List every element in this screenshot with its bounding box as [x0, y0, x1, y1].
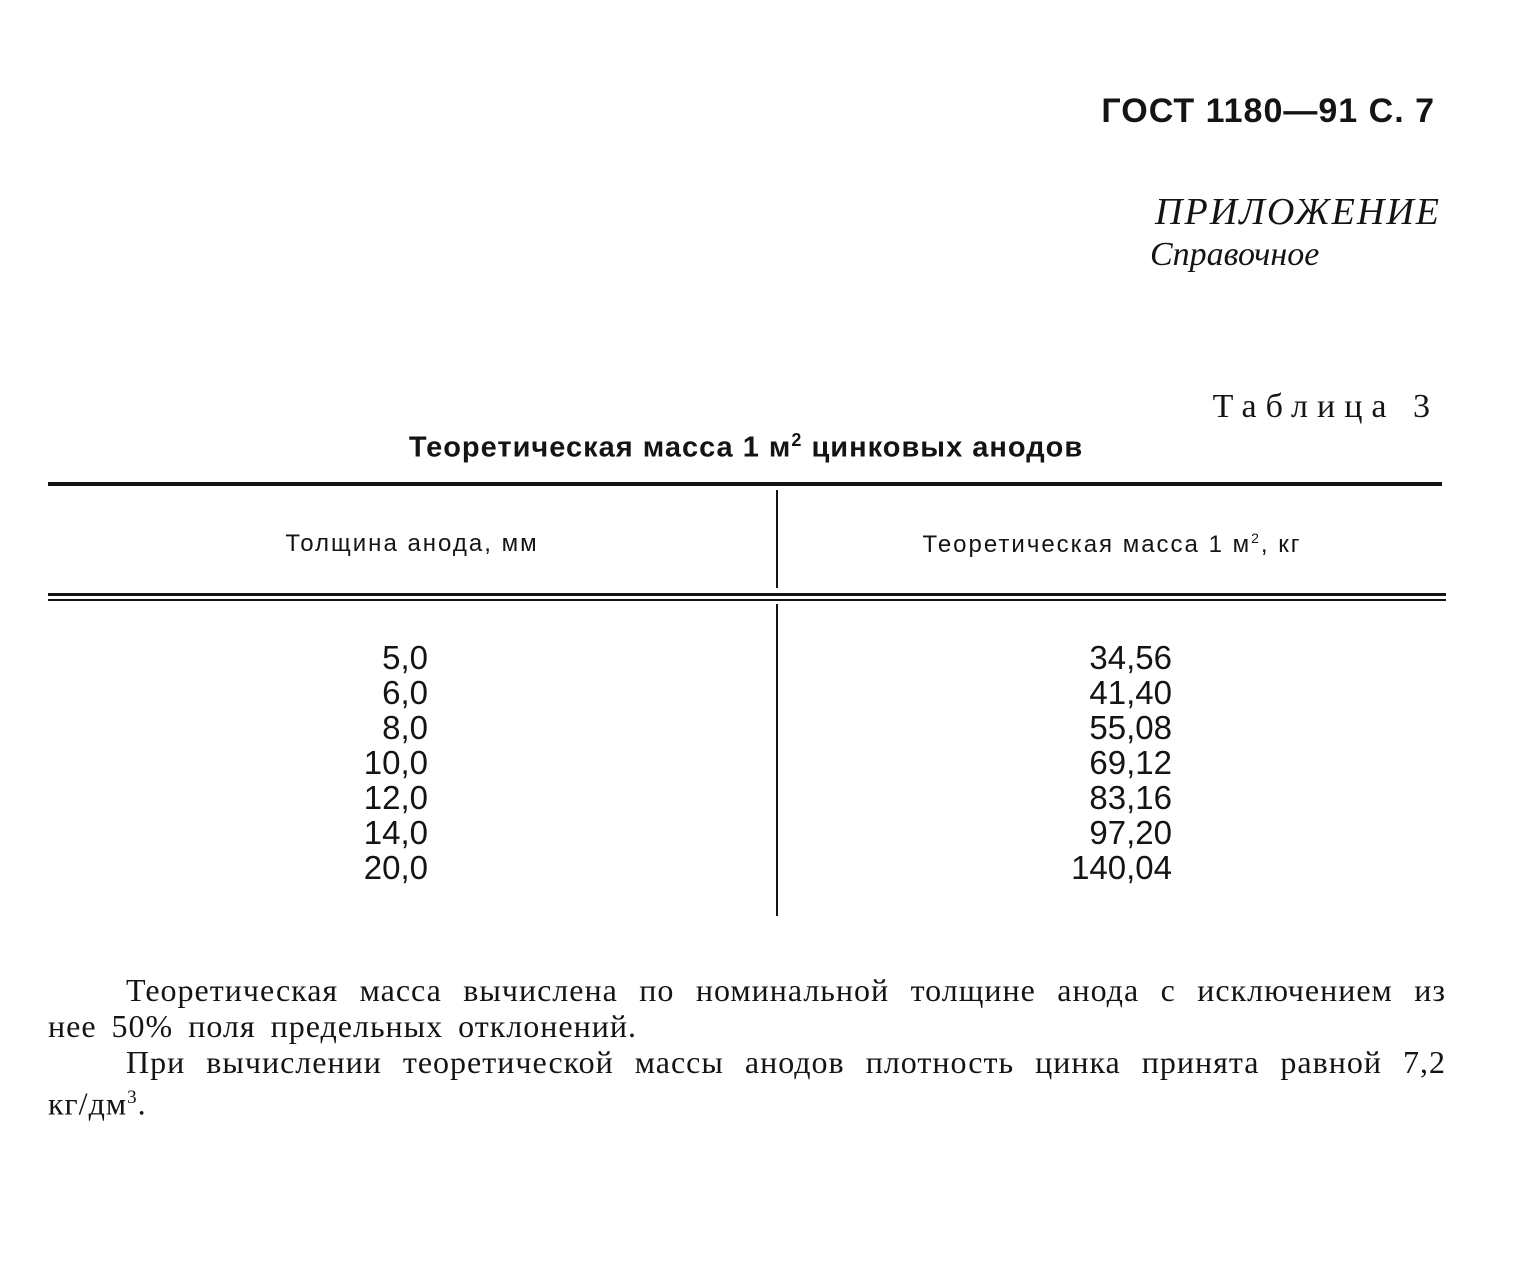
mass-column-values [1000, 640, 1172, 885]
table-title [0, 430, 1492, 465]
column-header-mass-superscript: 2 [1251, 530, 1261, 546]
table-cell-thickness: 14,0 [363, 814, 428, 851]
table-cell-thickness: 8,0 [382, 709, 428, 746]
table-cell-thickness: 6,0 [382, 674, 428, 711]
header-double-rule-lower [48, 599, 1446, 601]
table-cell-thickness: 10,0 [363, 744, 428, 781]
table-title-prefix: Теоретическая масса 1 м [408, 431, 792, 464]
table-cell-mass: 55,08 [1089, 709, 1172, 746]
table-cell-mass: 97,20 [1089, 814, 1172, 851]
table-cell-mass: 34,56 [1089, 639, 1172, 676]
table-cell-thickness: 12,0 [363, 779, 428, 816]
header-double-rule-upper [48, 593, 1446, 596]
table-cell-mass: 69,12 [1089, 744, 1172, 781]
table-label: Таблица 3 [1212, 388, 1439, 425]
note-zinc-density-end: . [137, 1085, 147, 1122]
column-header-mass-prefix: Теоретическая масса 1 м [922, 531, 1252, 558]
table-cell-mass: 41,40 [1089, 674, 1172, 711]
table-cell-thickness: 5,0 [382, 639, 428, 676]
column-divider-body [776, 604, 778, 916]
table-title-suffix: цинковых анодов [802, 431, 1084, 464]
note-zinc-density-superscript: 3 [127, 1087, 138, 1108]
note-calculation-basis: Теоретическая масса вычислена по номинальной толщине анода с исключением из нее 50% поля предельных отклонений. [48, 972, 1446, 1044]
appendix-title: ПРИЛОЖЕНИЕ [1155, 191, 1441, 233]
column-header-mass-suffix: , кг [1260, 531, 1302, 558]
table-cell-thickness: 20,0 [363, 849, 428, 886]
thickness-column-values [300, 640, 428, 885]
table-cell-mass: 83,16 [1089, 779, 1172, 816]
column-header-mass [778, 530, 1446, 559]
document-reference: ГОСТ 1180—91 С. 7 [1101, 92, 1435, 130]
table-top-rule [48, 482, 1442, 486]
table-cell-mass: 140,04 [1071, 849, 1172, 886]
note-zinc-density [48, 1044, 1446, 1122]
note-zinc-density-text: При вычислении теоретической массы анодов плотность цинка принята равной 7,2 кг/дм [48, 1044, 1446, 1122]
table-title-superscript: 2 [791, 430, 803, 450]
appendix-subtitle: Справочное [1150, 236, 1320, 273]
column-header-thickness: Толщина анода, мм [285, 530, 539, 557]
